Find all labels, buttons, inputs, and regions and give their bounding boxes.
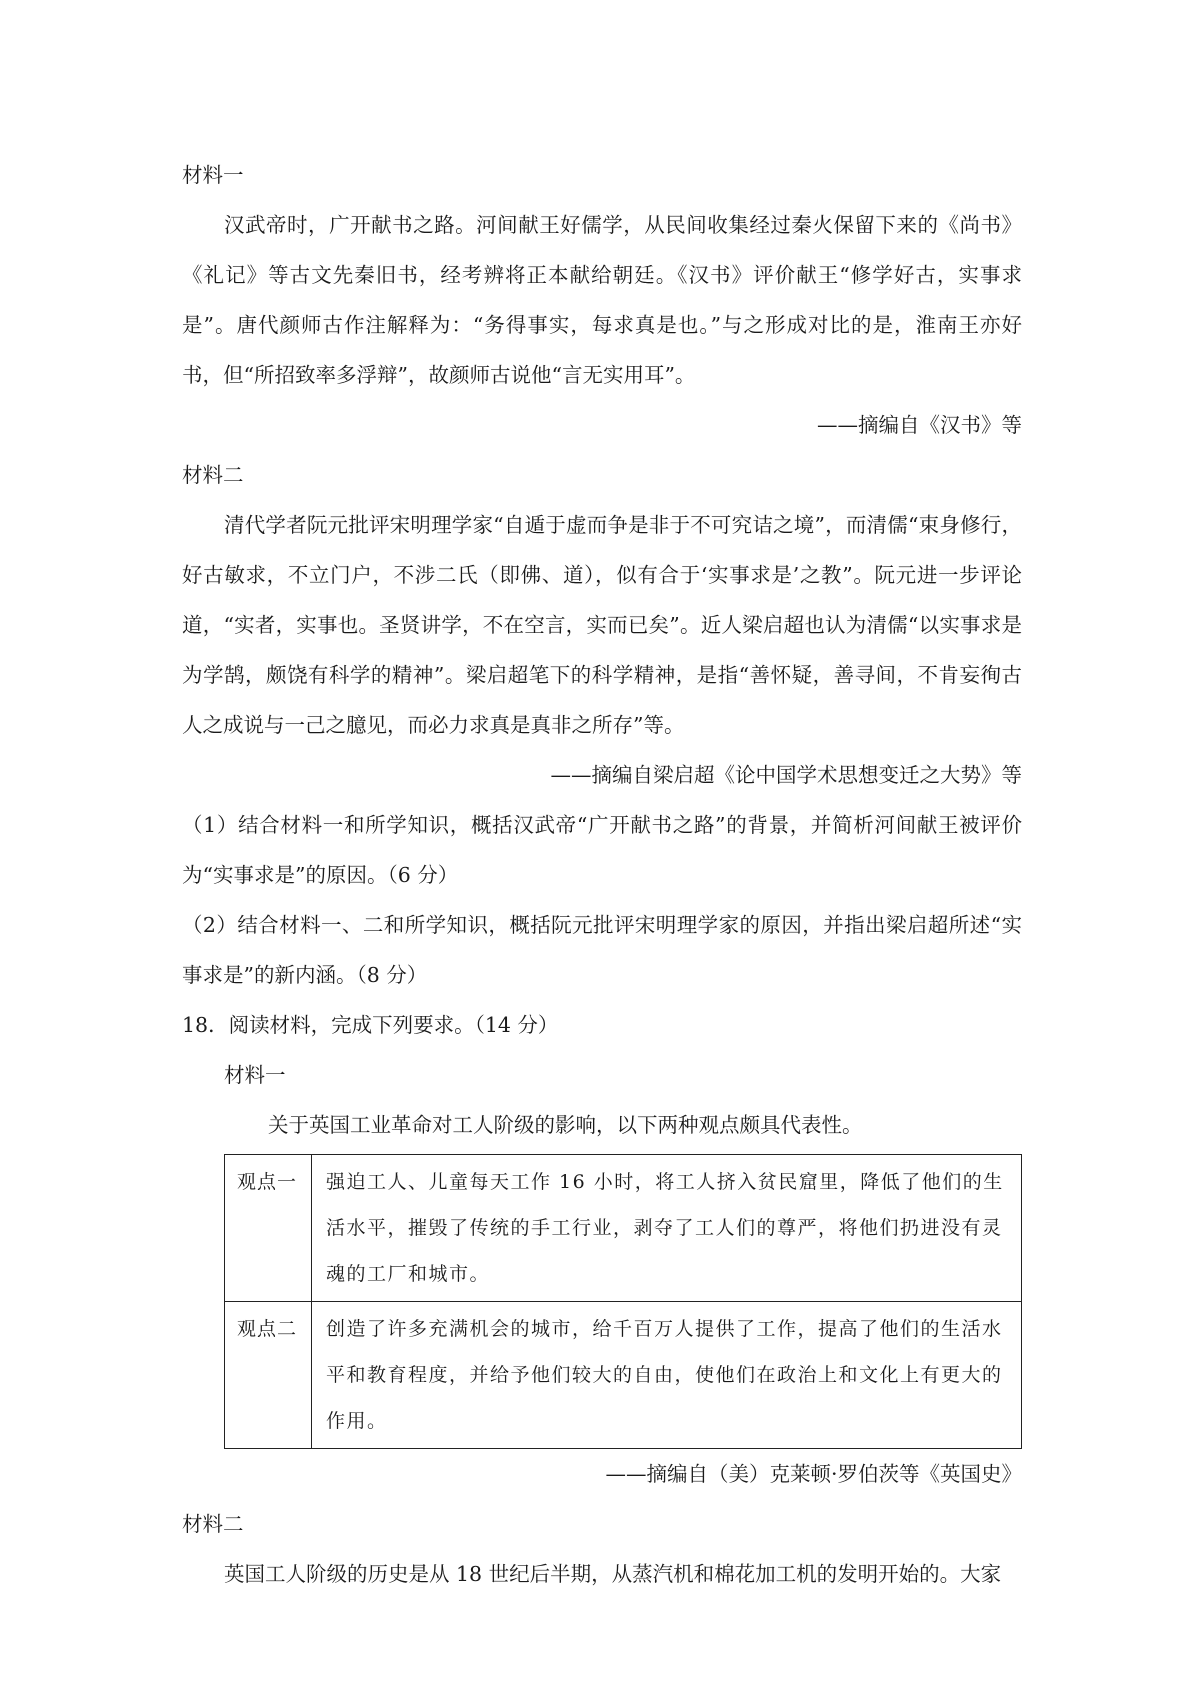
- viewpoints-table: [224, 1154, 1022, 1449]
- q18-material-2-text: 英国工人阶级的历史是从 18 世纪后半期，从蒸汽机和棉花加工机的发明开始的。大家: [224, 1562, 1002, 1586]
- material-1-text: 汉武帝时，广开献书之路。河间献王好儒学，从民间收集经过秦火保留下来的《尚书》《礼记》等古文先秦旧书，经考辨将正本献给朝廷。《汉书》评价献王“修学好古，实事求是”。唐代颜师古作注解释为：“务得事实，每求真是也。”与之形成对比的是，淮南王亦好书，但“所招致率多浮辩”，故颜师古说他“言无实用耳”。: [182, 213, 1022, 387]
- q18-material-1-intro: 关于英国工业革命对工人阶级的影响，以下两种观点颇具代表性。: [268, 1113, 863, 1137]
- material-1-heading: 材料一: [182, 163, 244, 187]
- viewpoint-label: 观点一: [225, 1155, 312, 1302]
- material-1-source: ——摘编自《汉书》等: [817, 413, 1022, 437]
- viewpoint-text: 创造了许多充满机会的城市，给千百万人提供了工作，提高了他们的生活水平和教育程度，并给予他们较大的自由，使他们在政治上和文化上有更大的作用。: [312, 1302, 1022, 1449]
- question-2: （2）结合材料一、二和所学知识，概括阮元批评宋明理学家的原因，并指出梁启超所述“实事求是”的新内涵。（8 分）: [182, 913, 1022, 987]
- q18-material-1-heading: 材料一: [224, 1063, 286, 1087]
- q18-material-2-heading: 材料二: [182, 1512, 244, 1536]
- material-2-heading: 材料二: [182, 463, 244, 487]
- question-1: （1）结合材料一和所学知识，概括汉武帝“广开献书之路”的背景，并简析河间献王被评价为“实事求是”的原因。（6 分）: [182, 813, 1022, 887]
- table-row: [225, 1155, 1022, 1302]
- table-row: [225, 1302, 1022, 1449]
- material-2-text: 清代学者阮元批评宋明理学家“自遁于虚而争是非于不可究诘之境”，而清儒“束身修行，好古敏求，不立门户，不涉二氏（即佛、道），似有合于‘实事求是’之教”。阮元进一步评论道，“实者，实事也。圣贤讲学，不在空言，实而已矣”。近人梁启超也认为清儒“以实事求是为学鹄，颇饶有科学的精神”。梁启超笔下的科学精神，是指“善怀疑，善寻间，不肯妄徇古人之成说与一己之臆见，而必力求真是真非之所存”等。: [182, 513, 1022, 737]
- viewpoint-label: 观点二: [225, 1302, 312, 1449]
- material-2-source: ——摘编自梁启超《论中国学术思想变迁之大势》等: [550, 763, 1022, 787]
- q18-material-1-source: ——摘编自（美）克莱顿·罗伯茨等《英国史》: [605, 1462, 1022, 1486]
- page-content: [182, 150, 1022, 1599]
- question-18-title: 18．阅读材料，完成下列要求。（14 分）: [182, 1013, 559, 1037]
- viewpoint-text: 强迫工人、儿童每天工作 16 小时，将工人挤入贫民窟里，降低了他们的生活水平，摧毁了传统的手工行业，剥夺了工人们的尊严，将他们扔进没有灵魂的工厂和城市。: [312, 1155, 1022, 1302]
